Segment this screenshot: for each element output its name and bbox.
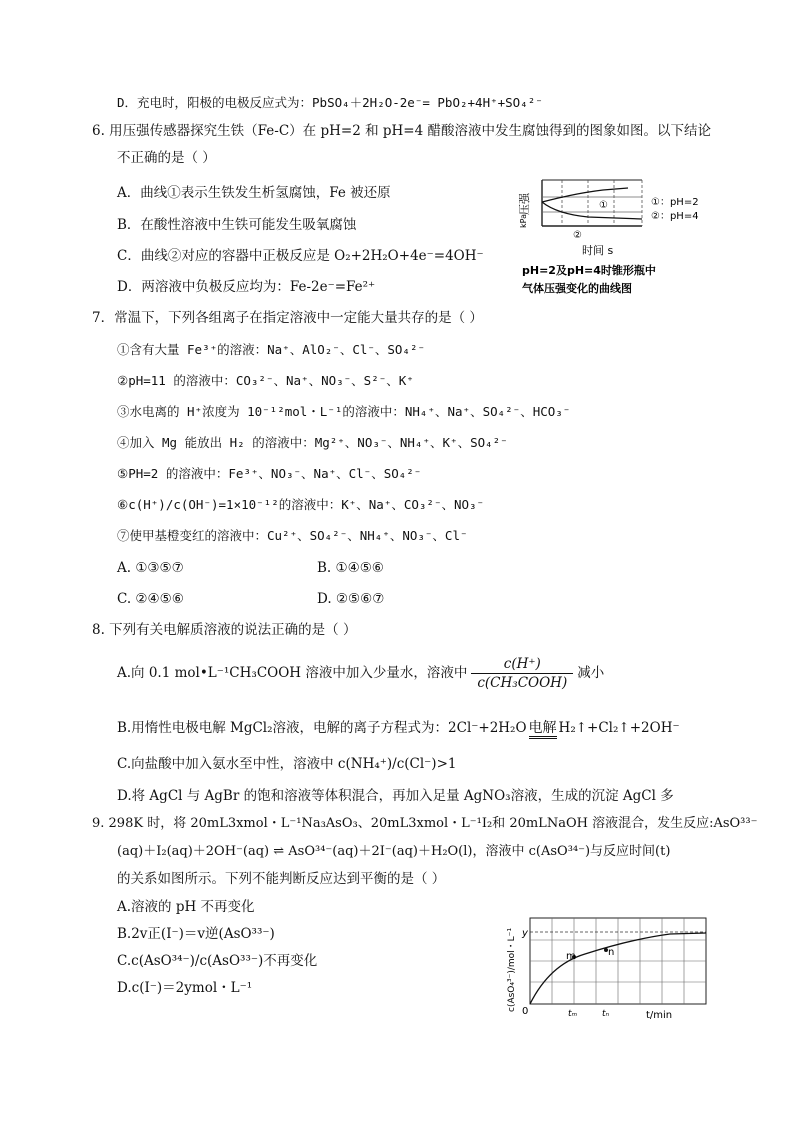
q9-stem-line1: 9. 298K 时，将 20mL3xmol・L⁻¹Na₃AsO₃、20mL3xmol・L⁻¹I₂和 20mLNaOH 溶液混合，发生反应:AsO³³⁻ — [92, 816, 758, 831]
curve-1-line — [542, 188, 628, 202]
q9-stem-line3: 的关系如图所示。下列不能判断反应达到平衡的是（ ） — [117, 871, 446, 887]
q7-option-a: A. ①③⑤⑦ — [117, 560, 184, 576]
pressure-ylabel: 压强 — [518, 193, 531, 215]
curve-2-line — [542, 202, 642, 219]
q6-stem-line2: 不正确的是（ ） — [117, 150, 216, 166]
q7-option-d: D. ②⑤⑥⑦ — [317, 591, 385, 607]
q8-a-tail: 减小 — [577, 665, 605, 681]
concentration-time-figure — [500, 912, 715, 1024]
q8-a-text: A.向 0.1 mol•L⁻¹CH₃COOH 溶液中加入少量水，溶液中 — [117, 665, 468, 681]
y-tick-label: y — [522, 928, 528, 939]
q6-stem-line1: 6. 用压强传感器探究生铁（Fe-C）在 pH=2 和 pH=4 醋酸溶液中发生腐蚀得到的图象如图。以下结论 — [92, 123, 711, 139]
time-xlabel: t/min — [646, 1010, 673, 1021]
curve-2-label: ② — [573, 230, 582, 241]
q8-option-d: D.将 AgCl 与 AgBr 的饱和溶液等体积混合，再加入足量 AgNO₃溶液，生成的沉淀 AgCl 多 — [117, 788, 674, 804]
q8-b-products: H₂↑+Cl₂↑+2OH⁻ — [558, 720, 680, 736]
pressure-ylabel-unit: kPa — [519, 214, 528, 228]
q7-item-3: ③水电离的 H⁺浓度为 10⁻¹²mol・L⁻¹的溶液中：NH₄⁺、Na⁺、SO₄²⁻、HCO₃⁻ — [117, 404, 571, 419]
q7-item-6: ⑥c(H⁺)/c(OH⁻)=1×10⁻¹²的溶液中：K⁺、Na⁺、CO₃²⁻、NO₃⁻ — [117, 497, 485, 512]
concentration-grid — [530, 918, 706, 1004]
legend-ph2: ①：pH=2 — [651, 197, 699, 208]
q7-option-b: B. ①④⑤⑥ — [317, 560, 384, 576]
q9-option-a: A.溶液的 pH 不再变化 — [117, 899, 255, 915]
curve-1-label: ① — [599, 200, 608, 211]
q7-item-7: ⑦使甲基橙变红的溶液中：Cu²⁺、SO₄²⁻、NH₄⁺、NO₃⁻、Cl⁻ — [117, 528, 468, 543]
q6-option-d: D．两溶液中负极反应均为：Fe-2e⁻=Fe²⁺ — [117, 279, 376, 295]
concentration-ylabel: c(AsO₄³⁻)/mol・L⁻¹ — [507, 927, 517, 1012]
pressure-curve-figure — [518, 172, 708, 300]
q8-option-a — [117, 654, 604, 692]
q5-option-d: D．充电时，阳极的电极反应式为：PbSO₄＋2H₂O-2e⁻= PbO₂+4H⁺+SO₄²⁻ — [117, 95, 543, 110]
q7-item-2: ②pH=11 的溶液中：CO₃²⁻、Na⁺、NO₃⁻、S²⁻、K⁺ — [117, 373, 414, 388]
pressure-caption-line1: pH=2及pH=4时锥形瓶中 — [522, 264, 656, 277]
q7-stem: 7．常温下，下列各组离子在指定溶液中一定能大量共存的是（ ） — [92, 310, 483, 326]
tm-label: tₘ — [568, 1009, 578, 1019]
q6-option-b: B．在酸性溶液中生铁可能发生吸氧腐蚀 — [117, 217, 357, 233]
q6-option-a: A．曲线①表示生铁发生析氢腐蚀，Fe 被还原 — [117, 185, 391, 201]
q8-b-text: B.用惰性电极电解 MgCl₂溶液，电解的离子方程式为：2Cl⁻+2H₂O — [117, 720, 527, 736]
q8-stem: 8. 下列有关电解质溶液的说法正确的是（ ） — [92, 622, 357, 638]
point-n-label: n — [608, 947, 615, 958]
q7-item-4: ④加入 Mg 能放出 H₂ 的溶液中：Mg²⁺、NO₃⁻、NH₄⁺、K⁺、SO₄²⁻ — [117, 435, 508, 450]
q9-option-b: B.2v正(I⁻)＝v逆(AsO³³⁻) — [117, 926, 275, 942]
q7-item-5: ⑤PH=2 的溶液中：Fe³⁺、NO₃⁻、Na⁺、Cl⁻、SO₄²⁻ — [117, 466, 422, 481]
q8-a-numerator: c(H⁺) — [471, 655, 573, 674]
q9-option-d: D.c(I⁻)＝2ymol・L⁻¹ — [117, 980, 253, 996]
pressure-axes — [542, 180, 642, 226]
q8-option-c: C.向盐酸中加入氨水至中性，溶液中 c(NH₄⁺)/c(Cl⁻)>1 — [117, 756, 457, 772]
point-m-label: m — [566, 951, 576, 962]
tn-label: tₙ — [602, 1009, 610, 1019]
pressure-caption-line2: 气体压强变化的曲线图 — [522, 282, 632, 295]
q8-a-fraction — [471, 655, 573, 692]
pressure-xlabel: 时间 s — [582, 244, 614, 257]
q8-a-denominator: c(CH₃COOH) — [477, 675, 568, 691]
q9-option-c: C.c(AsO³⁴⁻)/c(AsO³³⁻)不再变化 — [117, 953, 318, 969]
legend-ph4: ②：pH=4 — [651, 211, 699, 222]
q9-stem-line2: (aq)＋I₂(aq)＋2OH⁻(aq) ⇌ AsO³⁴⁻(aq)＋2I⁻(aq)＋H₂O(l)，溶液中 c(AsO³⁴⁻)与反应时间(t) — [117, 844, 671, 859]
q7-item-1: ①含有大量 Fe³⁺的溶液：Na⁺、AlO₂⁻、Cl⁻、SO₄²⁻ — [117, 342, 426, 357]
q8-b-condition: 电解 — [529, 721, 557, 739]
q8-option-b — [117, 719, 680, 739]
origin-label: 0 — [522, 1006, 529, 1017]
q6-option-c: C．曲线②对应的容器中正极反应是 O₂+2H₂O+4e⁻=4OH⁻ — [117, 248, 484, 264]
q7-option-c: C. ②④⑤⑥ — [117, 591, 184, 607]
